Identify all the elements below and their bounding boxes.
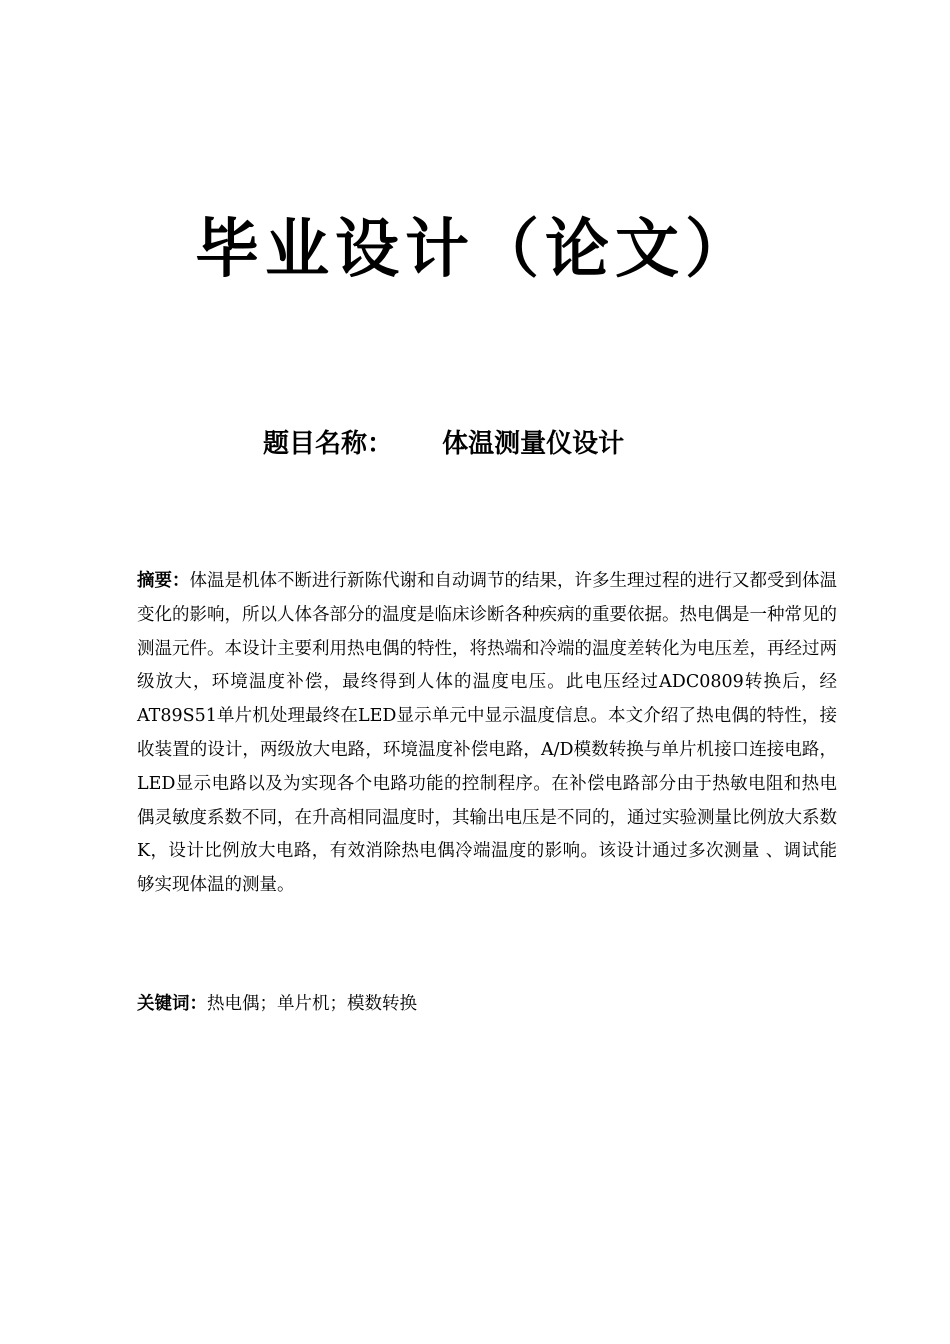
abstract-paragraph: [137, 565, 837, 903]
abstract-label: 摘要：: [137, 571, 190, 591]
topic-label: 题目名称：: [263, 429, 394, 459]
abstract-text: 体温是机体不断进行新陈代谢和自动调节的结果，许多生理过程的进行又都受到体温变化的影响，所以人体各部分的温度是临床诊断各种疾病的重要依据。热电偶是一种常见的测温元件。本设计主要利用热电偶的特性，将热端和冷端的温度差转化为电压差，再经过两级放大，环境温度补偿，最终得到人体的温度电压。此电压经过ADC0809转换后，经AT89S51单片机处理最终在LED显示单元中显示温度信息。本文介绍了热电偶的特性，接收装置的设计，两级放大电路，环境温度补偿电路，A/D模数转换与单片机接口连接电路，LED显示电路以及为实现各个电路功能的控制程序。在补偿电路部分由于热敏电阻和热电偶灵敏度系数不同，在升高相同温度时，其输出电压是不同的，通过实验测量比例放大系数K，设计比例放大电路，有效消除热电偶冷端温度的影响。该设计通过多次测量 、调试能够实现体温的测量。: [137, 571, 837, 896]
keywords-label: 关键词：: [137, 994, 207, 1014]
document-title: 毕业设计（论文）: [195, 213, 755, 287]
topic-row: [263, 422, 624, 466]
keywords-text: 热电偶；单片机；模数转换: [207, 994, 417, 1014]
keywords-line: [137, 988, 417, 1022]
topic-value: 体温测量仪设计: [442, 429, 625, 459]
